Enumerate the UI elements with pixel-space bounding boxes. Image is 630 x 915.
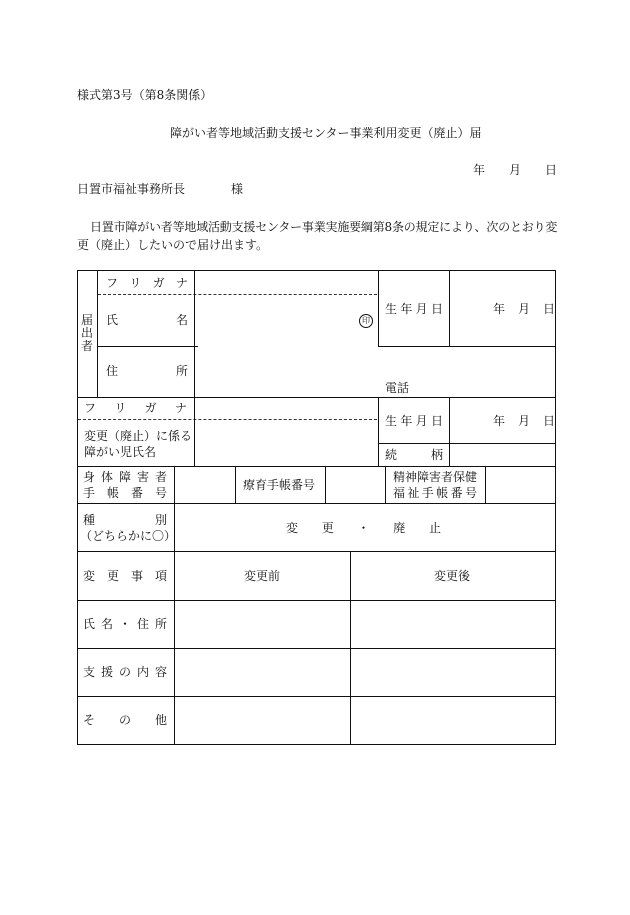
child-dob-label: 生 年 月 日 [385,414,443,428]
type-label-line-1: 種 別 [83,513,167,527]
support-content-before-field[interactable] [175,649,349,695]
child-dob-day: 日 [543,414,556,428]
notifier-dob-month: 月 [518,302,531,316]
physical-handbook-number-field[interactable] [175,467,234,502]
table-border-left [77,270,78,745]
physical-handbook-label-line-1: 身 体 障 害 者 [83,470,167,484]
table-line-type-bottom [77,551,556,552]
notifier-dob-day: 日 [543,302,556,316]
child-furigana-divider [78,419,377,420]
change-row-name-address-label: 氏 名 ・ 住 所 [83,617,167,631]
notifier-section-label: 届 出 者 [81,313,94,353]
mental-handbook-label-line-2: 福 祉 手 帳 番 号 [393,486,477,500]
option-change-char-2[interactable]: 更 [321,521,334,535]
change-row-other-label: そ の 他 [83,713,167,727]
support-content-after-field[interactable] [351,649,554,695]
notifier-name-field[interactable] [195,295,377,345]
child-dob-field[interactable] [450,398,554,442]
option-change-char-1[interactable]: 変 [286,521,299,535]
table-line-handbook-bottom [77,503,556,504]
child-dob-month: 月 [518,414,531,428]
child-furigana-label: フ リ ガ ナ [84,401,187,415]
child-name-label-line-2: 障がい児氏名 [84,445,157,459]
after-change-header: 変更後 [434,569,471,583]
name-address-after-field[interactable] [351,601,554,647]
relationship-field[interactable] [450,444,554,465]
table-line-handbook-2 [235,466,236,503]
child-dob-year: 年 [493,414,506,428]
table-border-bottom [77,744,556,745]
child-name-label-line-1: 変更（廃止）に係る [84,429,193,443]
rehab-handbook-number-field[interactable] [326,467,384,502]
form-title: 障がい者等地域活動支援センター事業利用変更（廃止）届 [170,126,482,140]
child-name-field[interactable] [195,421,377,465]
body-text-line-1: 日置市障がい者等地域活動支援センター事業実施要綱第8条の規定により、次のとおり変 [90,220,558,234]
notifier-dob-label: 生 年 月 日 [385,302,443,316]
notifier-furigana-field[interactable] [195,271,377,293]
change-items-label: 変 更 事 項 [83,569,167,583]
addressee-name: 日置市福祉事務所長 [77,182,186,196]
form-number: 様式第3号（第8条関係） [77,88,213,102]
other-after-field[interactable] [351,697,554,743]
application-table [77,270,556,745]
notifier-name-label: 氏 名 [106,313,188,327]
other-before-field[interactable] [175,697,349,743]
table-line-notifier-section [97,270,98,397]
date-month-label: 月 [509,163,522,177]
table-line-child-dob-left [378,397,379,466]
table-line-notifier-name-bottom [97,346,198,347]
table-line-dob-left [378,270,379,346]
name-address-before-field[interactable] [175,601,349,647]
body-text-line-2: 更（廃止）したいので届け出ます。 [77,238,269,252]
change-row-support-content-label: 支 援 の 内 容 [83,665,167,679]
rehab-handbook-label: 療育手帳番号 [243,478,316,492]
notifier-address-label: 住 所 [106,364,188,378]
mental-handbook-label-line-1: 精神障害者保健 [393,470,478,484]
option-separator: ・ [357,521,370,535]
type-options[interactable] [286,521,441,535]
addressee-honorific: 様 [231,182,244,196]
physical-handbook-label-line-2: 手 帳 番 号 [83,486,167,500]
notifier-furigana-label: フ リ ガ ナ [106,276,188,290]
child-furigana-field[interactable] [195,398,377,418]
table-border-right [555,270,556,745]
notifier-dob-year: 年 [493,302,506,316]
notifier-address-field[interactable] [195,347,555,396]
type-label-line-2: （どちらかに〇） [80,529,177,543]
option-abolish-char-1[interactable]: 廃 [393,521,406,535]
before-change-header: 変更前 [244,569,281,583]
mental-handbook-number-field[interactable] [486,467,554,502]
table-line-handbook-4 [385,466,386,503]
relationship-label: 続 柄 [385,448,443,462]
option-abolish-char-2[interactable]: 止 [428,521,441,535]
notifier-dob-field[interactable] [450,271,554,345]
date-year-label: 年 [473,163,486,177]
seal-mark: 印 [359,314,373,328]
date-day-label: 日 [545,163,558,177]
phone-label: 電話 [385,381,410,395]
